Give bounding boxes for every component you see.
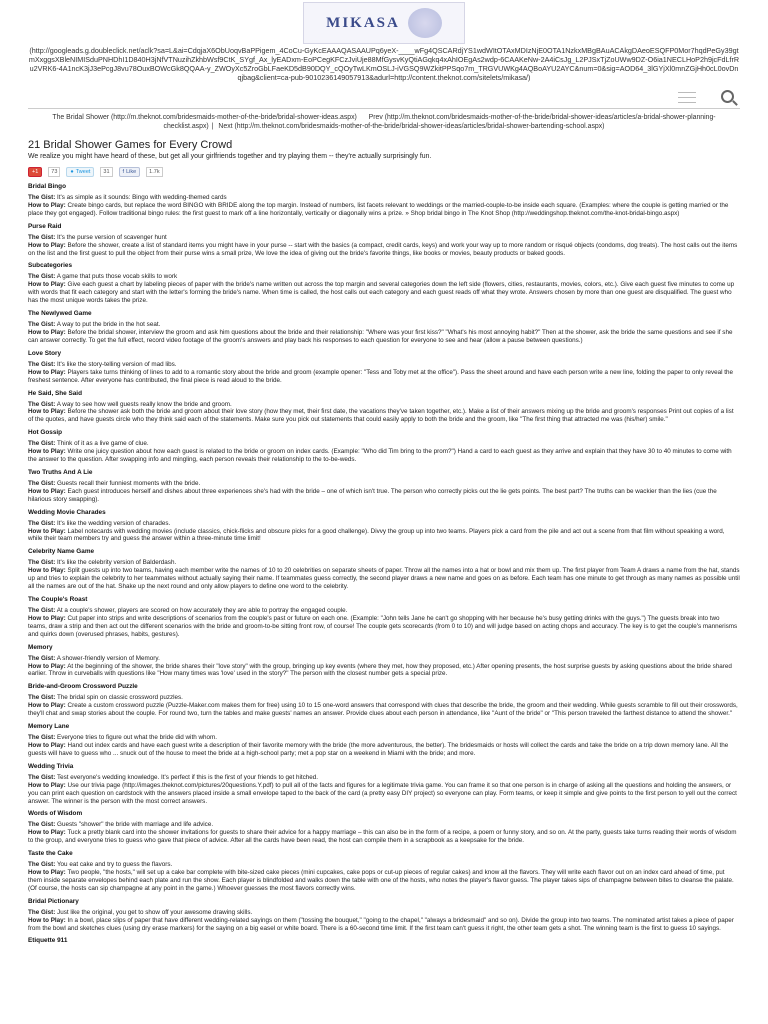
like-label: Like: [126, 169, 137, 175]
how-text: Give each guest a chart by labeling pieces of paper with the bride's name written out across the top margin and several categories down the left side (flowers, cities, restaurants, movies, colors, etc.). Give each guest five minutes to come up with words that fit each category and start with the letter's forming the bride's name. When time is called, the host calls out each category and each guest reads off what they wrote. Answers chosen by more than one guest are disqualified. The guest who has the most unique words takes the prize.: [28, 281, 735, 305]
how-label: How to Play:: [28, 368, 66, 376]
gist-text: Guests recall their funniest moments with the bride.: [57, 479, 201, 487]
how-label: How to Play:: [28, 567, 66, 575]
game-title: Celebrity Name Game: [28, 548, 95, 556]
game-how-to-play: [28, 702, 740, 718]
game-gist: [28, 440, 740, 448]
game-title: The Newlywed Game: [28, 310, 92, 318]
game-how-to-play: [28, 202, 740, 218]
how-label: How to Play:: [28, 741, 66, 749]
gist-label: The Gist:: [28, 194, 56, 201]
like-count: 1.7k: [146, 167, 162, 177]
game-section: [28, 763, 740, 806]
game-title: He Said, She Said: [28, 389, 82, 397]
how-label: How to Play:: [28, 614, 66, 622]
gist-label: The Gist:: [28, 734, 56, 742]
gist-label: The Gist:: [28, 908, 56, 916]
game-how-to-play: [28, 528, 740, 544]
game-gist: [28, 734, 740, 742]
how-text: Create a custom crossword puzzle (Puzzle-Maker.com makes them for free) using 10 to 15 one-word answers that correspond with clues that describe the bride, the groom and their wedding. While guests scramble to fill out their crosswords, they'll chat and swap stories about the couple. For round two, turn the tables and make guests' names an answer. Provide clues about each person in attendance, like "Aunt of the bride" or "This person traveled the farthest distance to attend the shower.": [28, 702, 738, 718]
gplus-button[interactable]: [28, 167, 42, 177]
game-title: Taste the Cake: [28, 850, 73, 858]
ad-logo[interactable]: MIKASA: [326, 14, 400, 31]
tweet-label: Tweet: [75, 169, 91, 175]
how-text: Two people, "the hosts," will set up a cake bar complete with bite-sized cake pieces (mini cupcakes, cake pops or cut-up pieces of regular cakes) and know all the flavors. They will write each flavor out on an index card ahead of time, put them inside separate envelopes behind each plate and run the show. Each player is blindfolded and walks down the table with one of the hosts, who notes the player's flavor guess. The player takes sips of champagne between bites to cleanse the palate. (Of course, the hosts can sip champagne at any point in the game.) Whoever guesses the most flavors correctly wins.: [28, 869, 734, 892]
gist-text: A way to see how well guests really know the bride and groom.: [56, 400, 232, 408]
gist-label: The Gist:: [28, 440, 56, 448]
game-title: Bridal Pictionary: [28, 897, 79, 905]
how-text: At the beginning of the shower, the bride shares their "love story" with the group, bringing up key events (where they met, how they proposed, etc.) After opening presents, the host surprise guests by asking questions about the bride shared earlier. Throw in curveballs with questions like "How many times was 'love' used in the story?" The person with the closest number gets a special prize.: [28, 662, 732, 678]
game-section: [28, 596, 740, 639]
gist-label: The Gist:: [28, 233, 56, 241]
gist-text: Think of it as a live game of clue.: [56, 440, 149, 448]
games-list: [28, 183, 740, 944]
game-how-to-play: [28, 829, 740, 845]
game-section: [28, 810, 740, 845]
game-gist: [28, 520, 740, 528]
gist-label: The Gist:: [28, 861, 56, 869]
game-how-to-play: [28, 742, 740, 758]
how-text: Before the shower, create a list of standard items you might have in your purse -- start with the basics (a compact, credit cards, keys) and work your way up to more random or risqué objects (condoms, dog treats). The host calls out the items on the list and the first guest to pull the object from their purse wins a small prize, We love the idea of giving out the bride's favorite things, like books or movies, beauty products or baked goods.: [28, 241, 738, 257]
like-button[interactable]: [119, 167, 141, 177]
game-section: [28, 937, 740, 944]
gist-text: A shower-friendly version of Memory.: [56, 654, 160, 662]
gist-label: The Gist:: [28, 821, 56, 829]
breadcrumb-bridal-shower[interactable]: The Bridal Shower (http://m.theknot.com/bridesmaids-mother-of-the-bride/bridal-shower-ideas.aspx): [52, 114, 357, 121]
how-label: How to Play:: [28, 781, 66, 789]
gplus-label: +1: [32, 169, 39, 175]
game-how-to-play: [28, 242, 740, 258]
game-section: [28, 850, 740, 893]
game-title: Etiquette 911: [28, 937, 68, 945]
gist-text: Test everyone's wedding knowledge. It's perfect if this is the first of your friends to get hitched.: [56, 773, 318, 781]
nav-bar: [28, 86, 740, 109]
gist-text: It's like the story-telling version of mad libs.: [57, 360, 177, 368]
gist-label: The Gist:: [28, 360, 56, 368]
breadcrumb-spacer: [360, 114, 364, 121]
game-gist: [28, 909, 740, 917]
page-title: 21 Bridal Shower Games for Every Crowd: [28, 139, 233, 151]
game-title: Purse Raid: [28, 222, 62, 230]
game-how-to-play: [28, 917, 740, 933]
game-how-to-play: [28, 281, 740, 305]
how-text: Cut paper into strips and write descriptions of scenarios from the couple's past or future on each one. (Example: "John tells Jane he can't go shopping with her because he's busy getting drinks with the guys.") The guests break into two teams, draw a strip and then act out the different scenarios with the bride and groom-to-be sitting front row, of course! The couple gets scorecards (from 0 to 10) and will judge based on acting chops and accuracy. The key is to get the couple's mannerisms and quirks down (overused phrases, habits, gestures).: [28, 614, 738, 638]
game-title: Memory: [28, 643, 53, 651]
how-text: Use our trivia page (http://images.theknot.com/pictures/20questions.Y.pdf) to pull all of the facts and figures for a legitimate trivia game. You can frame it so that one person is in charge of asking all the questions and holding the answers, or you can print each question on cardstock with the answers placed inside a small envelope taped to the back of the card (a pretty easy DIY project) so everyone can play. Form teams, or keep it simple and give points to the first person to yell out the correct answer. The winner is the person with the most correct answers.: [28, 781, 737, 805]
game-gist: [28, 361, 740, 369]
how-text: In a bowl, place slips of paper that have different wedding-related sayings on them ("tossing the bouquet," "going to the chapel," "always a bridesmaid" and so on). Divide the group into two teams. The nominated artist takes a piece of paper from the bowl and sketches clues (using dry erase markers) for the saying on a big easel or white board. There is a 60-second time limit. If the first team can't guess it right, the other team gets a shot. The winning team is the first to guess 10 sayings.: [28, 916, 734, 932]
game-how-to-play: [28, 869, 740, 893]
game-section: [28, 223, 740, 258]
how-text: Tuck a pretty blank card into the shower invitations for guests to share their advice for a happy marriage – this can also be in the form of a recipe, a poem or funny story, and so on. At the party, guests take turns reading their words of wisdom to the group, and everyone tries to guess who gave that piece of advice. After all the cards have been read, the host can compile them in a scrapbook as a keepsake for the bride.: [28, 829, 737, 845]
how-text: Write one juicy question about how each guest is related to the bride or groom on index cards. (Example: "Who did Tim bring to the prom?") Hand a card to each guest as they arrive and explain that they have 30 to 40 minutes to come with the answer to the question. After swapping info and mingling, each person reveals their relationship to the to-be-weds.: [28, 448, 732, 464]
article-intro: We realize you might have heard of these, but get all your girlfriends together and try playing them -- they're actually surprisingly fun.: [28, 153, 432, 160]
game-how-to-play: [28, 663, 740, 679]
gist-text: The bridal spin on classic crossword puzzles.: [56, 694, 183, 702]
article: [28, 139, 740, 949]
how-text: Create bingo cards, but replace the word BINGO with BRIDE along the top margin. Instead of numbers, list facets relevant to weddings or the married-couple-to-be inside each square. (Examples: where the couple is getting married or the place they got engaged). Follow traditional bingo rules: the first guest to mark off a line horizontally, vertically or diagonally wins a prize. » Shop bridal bingo in The Knot Shop (http://weddingshop.theknot.com/the-knot-bridal-bingo.aspx): [28, 201, 729, 217]
ad-area[interactable]: [0, 0, 768, 82]
game-how-to-play: [28, 567, 740, 591]
gist-text: A game that puts those vocab skills to work: [56, 273, 178, 281]
how-label: How to Play:: [28, 281, 66, 289]
breadcrumb-next[interactable]: Next (http://m.theknot.com/bridesmaids-mother-of-the-bride/bridal-shower-ideas/articles/bridal-shower-bartending-school.aspx): [218, 123, 605, 130]
game-section: [28, 350, 740, 385]
game-title: Bridal Bingo: [28, 183, 66, 190]
how-label: How to Play:: [28, 448, 66, 456]
game-how-to-play: [28, 782, 740, 806]
game-how-to-play: [28, 329, 740, 345]
search-icon[interactable]: [721, 90, 734, 103]
game-section: [28, 262, 740, 305]
how-label: How to Play:: [28, 662, 66, 670]
game-how-to-play: [28, 408, 740, 424]
game-section: [28, 310, 740, 345]
game-title: The Couple's Roast: [28, 596, 88, 603]
tweet-count: 31: [100, 167, 112, 177]
game-how-to-play: [28, 615, 740, 639]
game-gist: [28, 480, 740, 488]
gist-text: It's like the celebrity version of Balderdash.: [57, 559, 177, 567]
game-title: Words of Wisdom: [28, 810, 83, 818]
how-label: How to Play:: [28, 201, 66, 209]
gist-text: Everyone tries to figure out what the bride did with whom.: [57, 734, 217, 742]
game-gist: [28, 861, 740, 869]
game-section: [28, 183, 740, 218]
breadcrumb: [28, 113, 740, 131]
game-how-to-play: [28, 369, 740, 385]
how-label: How to Play:: [28, 241, 66, 249]
game-section: [28, 548, 740, 591]
gist-label: The Gist:: [28, 607, 56, 614]
breadcrumb-spacer: |: [211, 123, 214, 130]
gist-label: The Gist:: [28, 273, 56, 281]
gist-text: A way to put the bride in the hot seat.: [56, 321, 161, 329]
game-gist: [28, 774, 740, 782]
gist-label: The Gist:: [28, 519, 56, 527]
gist-text: It's like the wedding version of charades.: [57, 519, 171, 527]
game-title: Wedding Movie Charades: [28, 508, 106, 516]
game-gist: [28, 607, 740, 615]
how-label: How to Play:: [28, 829, 66, 837]
game-gist: [28, 821, 740, 829]
game-title: Subcategories: [28, 262, 73, 270]
game-section: [28, 469, 740, 504]
gist-text: Just like the original, you get to show off your awesome drawing skills.: [57, 908, 253, 916]
twitter-bird-icon: ●: [70, 169, 74, 175]
ad-link[interactable]: (http://googleads.g.doubleclick.net/aclk?sa=L&ai=CdqjaX6ObUoqvBaPPigem_4CoCu-GyKcEAAAQASAAUPq6yeX-____wFg4QSCARdjYS1wdWItOTAxMDIzNjE0OTA1NzkxMBgBAuACAkgDAeoESQFP0Mor7hqdPeGy39gtmXxggsXBleNIMISduPNHDhI1D840H3jNfVTNuzihZkhbWsf9CtK_SYgf_Ax_lyEADxm-EoPCegKFCzJviUje88MfGysvKyQtiAGqkq4xAhIOEgAs2wdp-6CAAKeNw-2A4iCsJg_L2PJSxTjZoUWw9DZ-O6ia1NECLHoP2h9jcFdLfrRu2VRK6-4A1ncK3jJ3ePcgJ8vu78OuxBOWcGk8QQAA-y_ZWOyXc5ZroGbLFaeKD5dB90DQY_cQOyTwLKmOSLJ-iVGSQ9WZkitPPSqo7m_TRGVUWKg4AQBoAYU2AYC&num=0&sig=AOD64_3lGYjXl0mnZGjHh0cL0ovDnqjbag&client=ca-pub-9010236149057913&adurl=http://content.theknot.com/sitelets/mikasa/): [28, 46, 740, 82]
how-label: How to Play:: [28, 702, 66, 710]
how-label: How to Play:: [28, 527, 66, 535]
gplus-count: 73: [48, 167, 60, 177]
how-text: Label notecards with wedding movies (include classics, chick-flicks and obscure picks for a good challenge). Divvy the group up into two teams. Players pick a card from the pile and act out a scene from that film without speaking a word, while their team members try and guess the answer within a three-minute time limit!: [28, 527, 725, 543]
how-text: Split guests up into two teams, having each member write the names of 10 to 20 celebrities on separate sheets of paper. Throw all the names into a hat or bowl and mix them up. The first player from Team A draws a name from the hat, stands up and tries to explain the celebrity to her teammates without actually saying their name. If teammates guess correctly, the second player draws a new name and goes on as before. Each team has one minute to get through as many names as possible until all the names are out of the hat. Shake up the next round and only allow players to define one word to the celebrity.: [28, 567, 740, 591]
share-bar: [28, 166, 740, 178]
facebook-icon: f: [122, 169, 125, 175]
game-gist: [28, 559, 740, 567]
how-label: How to Play:: [28, 869, 66, 877]
how-text: Before the bridal shower, interview the groom and ask him questions about the bride and their relationship: "Where was your first kiss?" "What's his most annoying habit?" Then at the shower, ask the bride the same questions and see if she can answer correctly. To get the full effect, record video footage of the groom's answers and play back his responses to each question for everyone to see and hear (allow a pause between questions.): [28, 328, 733, 344]
game-how-to-play: [28, 448, 740, 464]
game-gist: [28, 655, 740, 663]
tweet-button[interactable]: [66, 167, 94, 177]
ad-banner[interactable]: [303, 2, 465, 44]
game-gist: [28, 273, 740, 281]
gist-text: It's as simple as it sounds: Bingo with wedding-themed cards: [57, 194, 227, 201]
gist-text: It's the purse version of scavenger hunt: [57, 233, 167, 241]
how-text: Before the shower ask both the bride and groom about their love story (how they met, their first date, the vacations they've taken together, etc.). Make a list of their answers mixing up the bride and groom's responses Print out copies of a list of the quotes, and have guests circle who they think said each of the statements. Make sure you pick out statements that could easily apply to both the bride and the groom, like "The first thing that attracted me was (his/her) smile.": [28, 408, 734, 424]
gist-label: The Gist:: [28, 694, 56, 702]
game-title: Two Truths And A Lie: [28, 468, 93, 476]
gist-text: At a couple's shower, players are scored on how accurately they are able to portray the engaged couple.: [56, 607, 348, 614]
game-title: Hot Gossip: [28, 429, 63, 437]
gist-label: The Gist:: [28, 654, 56, 662]
game-section: [28, 723, 740, 758]
game-section: [28, 390, 740, 425]
gist-text: Guests "shower" the bride with marriage and life advice.: [57, 821, 214, 829]
game-section: [28, 898, 740, 933]
game-title: Love Story: [28, 349, 62, 357]
game-gist: [28, 194, 740, 202]
flower-image: [408, 8, 442, 38]
game-section: [28, 683, 740, 718]
how-text: Hand out index cards and have each guest write a description of their favorite memory with the bride (the more adventurous, the better). The bridesmaids or hosts will collect the cards and take the bride on a trip down memory lane. All the guests will have to guess who ... snuck out of the house to meet the bride at a high-school party; met a pop star on a weekend in Miami with the bride; and more.: [28, 741, 729, 757]
game-gist: [28, 694, 740, 702]
gist-label: The Gist:: [28, 559, 56, 567]
gist-text: You eat cake and try to guess the flavors.: [56, 861, 173, 869]
how-text: Players take turns thinking of lines to add to a romantic story about the bride and groom (example opener: "Tess and Toby met at the office"). Pass the sheet around and have each person write a new line, folding the paper to only reveal the freshest sentence. After everyone has contributed, the final piece is read aloud to the bride.: [28, 368, 733, 384]
how-text: Each guest introduces herself and dishes about three experiences she's had with the bride – one of which isn't true. The person who correctly picks out the lie gets points. The best part? The truths can be wackier than the lies (cue the hilarious story swapping).: [28, 487, 717, 503]
hamburger-icon[interactable]: [678, 88, 696, 107]
game-gist: [28, 401, 740, 409]
game-section: [28, 644, 740, 679]
gist-label: The Gist:: [28, 400, 56, 408]
game-gist: [28, 234, 740, 242]
game-section: [28, 509, 740, 544]
game-title: Wedding Trivia: [28, 762, 74, 770]
game-how-to-play: [28, 488, 740, 504]
game-title: Memory Lane: [28, 723, 70, 731]
how-label: How to Play:: [28, 408, 66, 416]
game-section: [28, 429, 740, 464]
gist-label: The Gist:: [28, 479, 56, 487]
game-title: Bride-and-Groom Crossword Puzzle: [28, 683, 138, 691]
game-gist: [28, 321, 740, 329]
breadcrumb-prev[interactable]: Prev (http://m.theknot.com/bridesmaids-mother-of-the-bride/bridal-shower-ideas/articles/a-bridal-shower-planning-checklist.aspx): [163, 114, 716, 130]
gist-label: The Gist:: [28, 773, 56, 781]
how-label: How to Play:: [28, 916, 66, 924]
gist-label: The Gist:: [28, 321, 56, 329]
how-label: How to Play:: [28, 487, 66, 495]
how-label: How to Play:: [28, 328, 66, 336]
